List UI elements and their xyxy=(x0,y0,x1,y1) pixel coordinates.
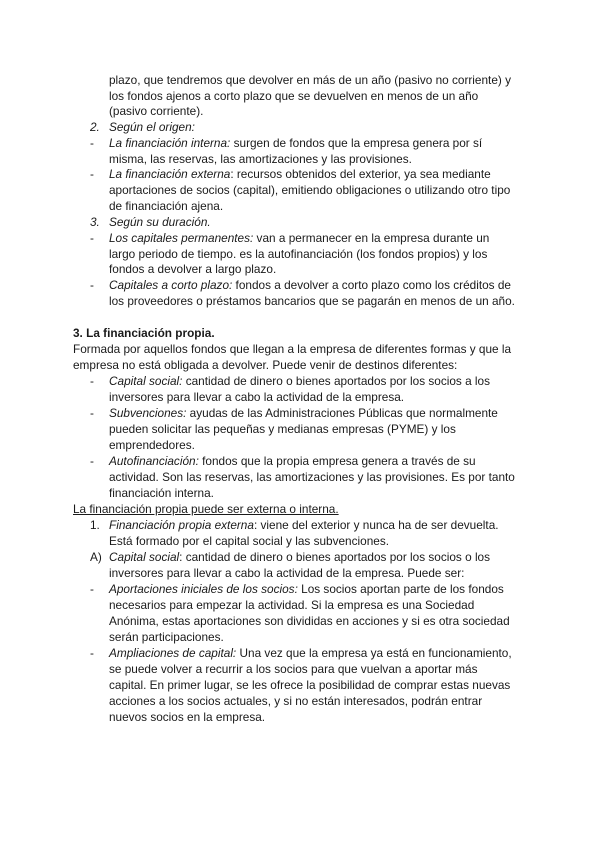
list-item-line: Ampliaciones de capital: Una vez que la empresa ya está en funcionamiento, xyxy=(109,646,512,660)
list-item-line: aportaciones de socios (capital), emitiendo obligaciones o utilizando otro tipo xyxy=(109,183,511,197)
list-bullet: - xyxy=(90,167,94,181)
list-number: 2. xyxy=(90,120,100,134)
list-letter: A) xyxy=(90,550,102,564)
list-number: 3. xyxy=(90,215,100,229)
list-item-line: acciones a los socios actuales, y si no están interesados, podrán entrar xyxy=(109,694,483,708)
list-item-line: misma, las reservas, las amortizaciones y las provisiones. xyxy=(109,152,412,166)
list-bullet: - xyxy=(90,406,94,420)
list-item-line: Financiación propia externa: viene del exterior y nunca ha de ser devuelta. xyxy=(109,518,499,532)
list-item-line: Capital social: cantidad de dinero o bienes aportados por los socios a los xyxy=(109,374,491,388)
intro-line: (pasivo corriente). xyxy=(109,104,204,118)
list-bullet: - xyxy=(90,231,94,245)
term: Aportaciones iniciales de los socios: xyxy=(109,582,298,596)
list-item-line: Subvenciones: ayudas de las Administraciones Públicas que normalmente xyxy=(109,406,498,420)
section-title: 3. La financiación propia. xyxy=(73,326,215,340)
list-item-line: Los capitales permanentes: van a permanecer en la empresa durante un xyxy=(109,231,490,245)
intro-line: plazo, que tendremos que devolver en más de un año (pasivo no corriente) y xyxy=(109,73,511,87)
term: Financiación propia externa xyxy=(109,518,254,532)
term: Subvenciones: xyxy=(109,406,187,420)
list-item-line: necesarios para empezar la actividad. Si la empresa es una Sociedad xyxy=(109,598,475,612)
list-bullet: - xyxy=(90,136,94,150)
paragraph-line: Formada por aquellos fondos que llegan a la empresa de diferentes formas y que la xyxy=(73,342,512,356)
list-item-line: pueden solicitar las pequeñas y medianas empresas (PYME) y los xyxy=(109,422,456,436)
list-item-line: capital. En primer lugar, se les ofrece la posibilidad de comprar estas nuevas xyxy=(109,678,511,692)
list-item-line: Capital social: cantidad de dinero o bienes aportados por los socios o los xyxy=(109,550,491,564)
list-item-line: se puede volver a recurrir a los socios para que vuelvan a aportar más xyxy=(109,662,478,676)
list-number: 1. xyxy=(90,518,100,532)
list-bullet: - xyxy=(90,582,94,596)
term: Capitales a corto plazo: xyxy=(109,278,233,292)
list-item-line: inversores para llevar a cabo la actividad de la empresa. xyxy=(109,390,405,404)
list-item-line: Capitales a corto plazo: fondos a devolver a corto plazo como los créditos de xyxy=(109,278,511,292)
list-item-line: Autofinanciación: fondos que la propia empresa genera a través de su xyxy=(109,454,476,468)
term: Capital social: xyxy=(109,374,183,388)
list-bullet: - xyxy=(90,278,94,292)
origin-heading: Según el origen: xyxy=(109,120,195,134)
term: La financiación externa xyxy=(109,167,231,181)
list-item-line: La financiación interna: surgen de fondos que la empresa genera por sí xyxy=(109,136,483,150)
term: Capital social xyxy=(109,550,180,564)
list-item-line: fondos a devolver a largo plazo. xyxy=(109,262,277,276)
list-item-line: serán participaciones. xyxy=(109,630,224,644)
term: Autofinanciación: xyxy=(109,454,199,468)
paragraph-line: empresa no está obligada a devolver. Puede venir de destinos diferentes: xyxy=(73,358,458,372)
list-item-line: inversores para llevar a cabo la actividad de la empresa. Puede ser: xyxy=(109,566,465,580)
list-bullet: - xyxy=(90,454,94,468)
intro-line: los fondos ajenos a corto plazo que se devuelven en menos de un año xyxy=(109,89,479,103)
list-item-line: financiación interna. xyxy=(109,486,214,500)
list-item-line: nuevos socios en la empresa. xyxy=(109,710,266,724)
list-item-line: de financiación ajena. xyxy=(109,199,224,213)
list-item-line: Está formado por el capital social y las subvenciones. xyxy=(109,534,389,548)
underlined-statement: La financiación propia puede ser externa o interna. xyxy=(73,502,339,516)
term: La financiación interna: xyxy=(109,136,231,150)
list-item-line: La financiación externa: recursos obtenidos del exterior, ya sea mediante xyxy=(109,167,491,181)
list-bullet: - xyxy=(90,374,94,388)
list-bullet: - xyxy=(90,646,94,660)
term: Ampliaciones de capital: xyxy=(109,646,237,660)
term: Los capitales permanentes: xyxy=(109,231,254,245)
list-item-line: largo periodo de tiempo. es la autofinanciación (los fondos propios) y los xyxy=(109,247,488,261)
list-item-line: Anónima, estas aportaciones son divididas en acciones y si es otra sociedad xyxy=(109,614,510,628)
list-item-line: actividad. Son las reservas, las amortizaciones y las provisiones. Es por tanto xyxy=(109,470,515,484)
list-item-line: los proveedores o préstamos bancarios que se pagarán en menos de un año. xyxy=(109,294,515,308)
list-item-line: emprendedores. xyxy=(109,438,195,452)
duration-heading: Según su duración. xyxy=(109,215,211,229)
list-item-line: Aportaciones iniciales de los socios: Los socios aportan parte de los fondos xyxy=(109,582,504,596)
